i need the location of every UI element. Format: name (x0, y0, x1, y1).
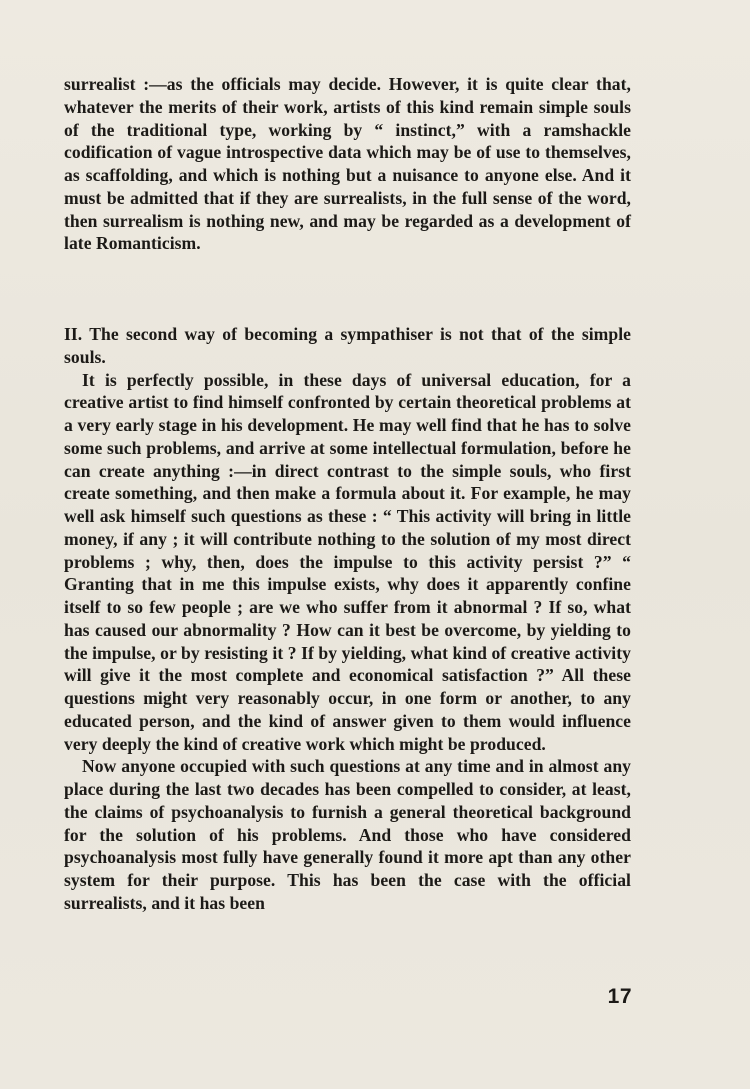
paragraph-theoretical-problems: It is perfectly possible, in these days of universal education, for a creative artist to find himself confronted by certain theoretical problems at a very early stage in his development. He may well find that he has to solve some such problems, and arrive at some intellectual formulation, before he can create anything :—in direct contrast to the simple souls, who first create something, and then make a formula about it. For example, he may well ask himself such questions as these : “ This activity will bring in little money, if any ; it will contribute nothing to the solution of my most direct problems ; why, then, does the impulse to this activity persist ?” “ Granting that in me this impulse exists, why does it apparently confine itself to so few people ; are we who suffer from it abnormal ? If so, what has caused our abnormality ? How can it best be overcome, by yielding to the impulse, or by resisting it ? If by yielding, what kind of creative activity will give it the most complete and economical satisfaction ?” All these questions might very reasonably occur, in one form or another, to any educated person, and the kind of answer given to them would influence very deeply the kind of creative work which might be produced. (64, 369, 631, 754)
paragraph-surrealist-conclusion: surrealist :—as the officials may decide. However, it is quite clear that, whatever the merits of their work, artists of this kind remain simple souls of the traditional type, working by “ instinct,” with a ramshackle codification of vague introspective data which may be of use to themselves, as scaffolding, and which is nothing but a nuisance to anyone else. And it must be admitted that if they are surrealists, in the full sense of the word, then surrealism is nothing new, and may be regarded as a development of late Romanticism. (64, 74, 631, 254)
section-two-block (64, 323, 631, 915)
opening-paragraph-block (64, 73, 631, 255)
paragraph-second-way: II. The second way of becoming a sympathiser is not that of the simple souls. (64, 324, 631, 367)
paragraph-psychoanalysis: Now anyone occupied with such questions at any time and in almost any place during the last two decades has been compelled to consider, at least, the claims of psychoanalysis to furnish a general theoretical background for the solution of his problems. And those who have considered psychoanalysis most fully have generally found it more apt than any other system for their purpose. This has been the case with the official surrealists, and it has been (64, 756, 631, 913)
page-number: 17 (607, 985, 632, 1008)
